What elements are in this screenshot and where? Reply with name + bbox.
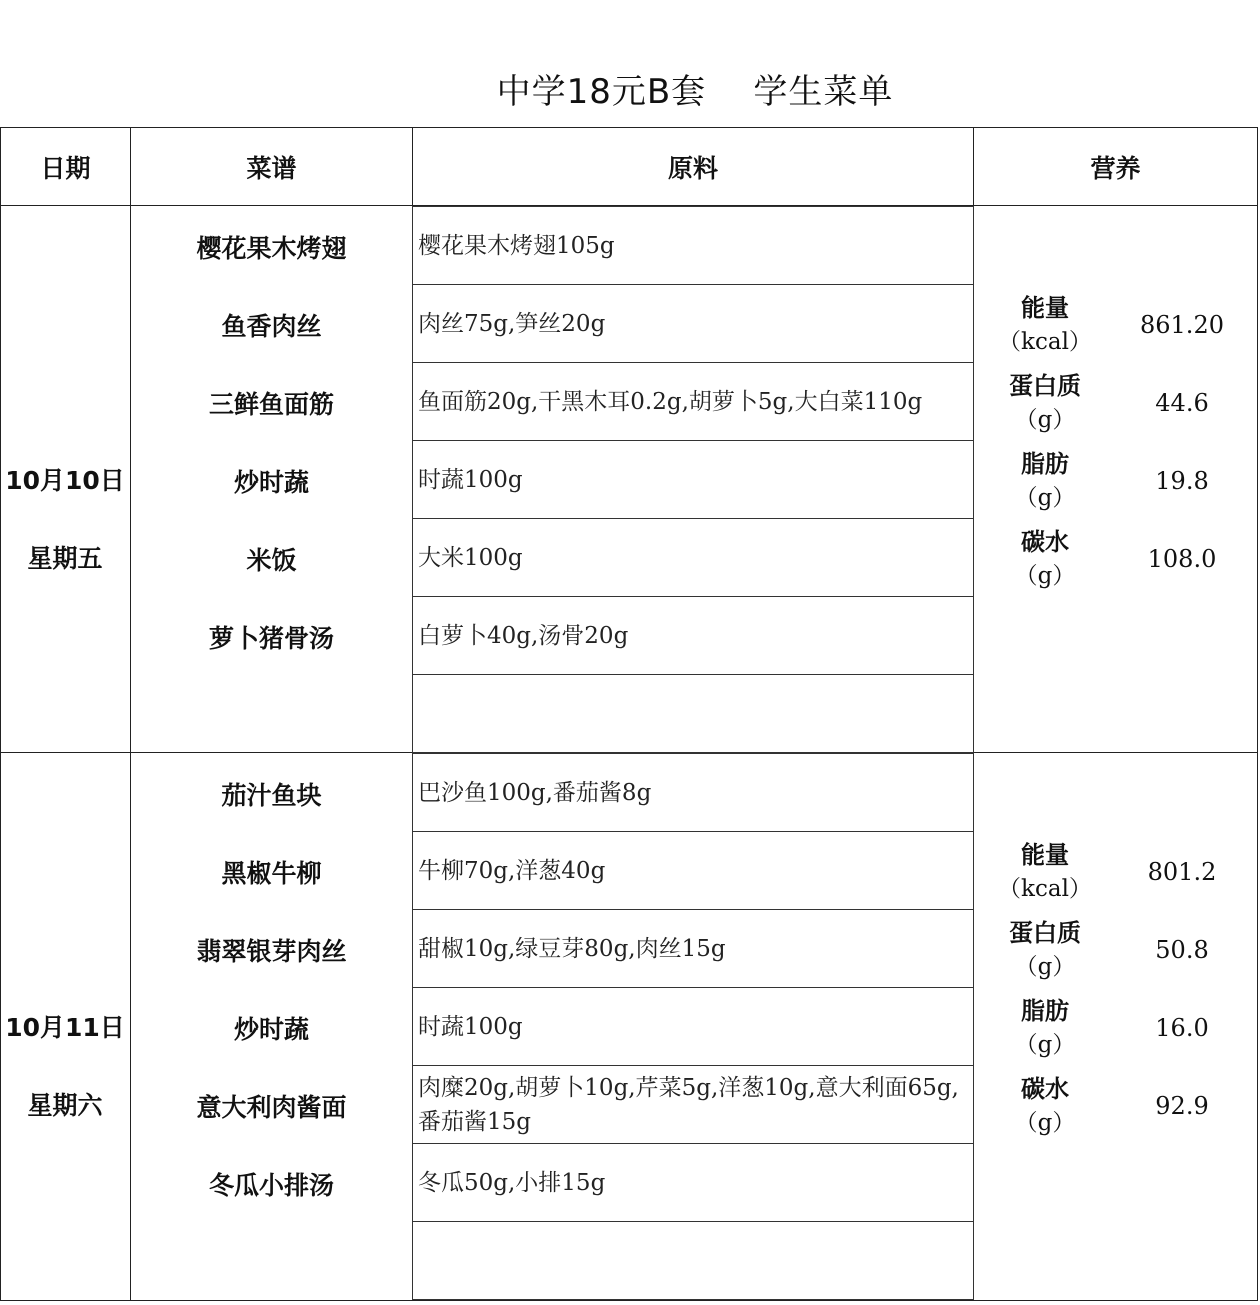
nutrition-label — [974, 833, 1116, 911]
nutrition-name: 碳水 — [1021, 528, 1069, 556]
nutrition-value: 19.8 — [1155, 467, 1209, 495]
ingredients-cell: 鱼面筋20g,干黑木耳0.2g,胡萝卜5g,大白菜110g — [412, 362, 974, 441]
dish-name: 翡翠银芽肉丝 — [196, 937, 347, 966]
nutrition-label — [974, 520, 1116, 598]
dish-name: 萝卜猪骨汤 — [208, 624, 334, 653]
ingredients-cell: 肉糜20g,胡萝卜10g,芹菜5g,洋葱10g,意大利面65g,番茄酱15g — [412, 1065, 974, 1144]
page-title: 中学18元B套 学生菜单 — [496, 72, 894, 112]
dish-name: 意大利肉酱面 — [196, 1093, 347, 1122]
nutrition-unit: （kcal） — [998, 329, 1092, 355]
nutrition-value: 861.20 — [1140, 311, 1224, 339]
nutrition-name: 蛋白质 — [1009, 372, 1081, 400]
nutrition-row-energy — [974, 833, 1258, 911]
day-weekday: 星期五 — [27, 544, 103, 573]
nutrition-name: 脂肪 — [1021, 450, 1069, 478]
nutrition-unit: （g） — [1014, 563, 1076, 589]
nutrition-label — [974, 442, 1116, 520]
nutrition-label — [974, 364, 1116, 442]
ingredients-cell: 甜椒10g,绿豆芽80g,肉丝15g — [412, 909, 974, 988]
nutrition-name: 蛋白质 — [1009, 919, 1081, 947]
nutrition-row-fat — [974, 989, 1258, 1067]
ingredients-cell: 时蔬100g — [412, 440, 974, 519]
dish-name: 黑椒牛柳 — [221, 859, 322, 888]
nutrition-value: 92.9 — [1155, 1092, 1209, 1120]
nutrition-name: 能量 — [1021, 841, 1069, 869]
ingredients-cell: 牛柳70g,洋葱40g — [412, 831, 974, 910]
nutrition-unit: （g） — [1014, 1110, 1076, 1136]
nutrition-name: 能量 — [1021, 294, 1069, 322]
nutrition-name: 脂肪 — [1021, 997, 1069, 1025]
nutrition-row-carbs — [974, 1067, 1258, 1145]
dish-name: 冬瓜小排汤 — [208, 1171, 334, 1200]
ingredients-cell-empty — [412, 674, 974, 753]
day-date: 10月11日 — [5, 1013, 125, 1042]
header-dish: 菜谱 — [246, 154, 297, 183]
nutrition-unit: （g） — [1014, 954, 1076, 980]
nutrition-unit: （g） — [1014, 485, 1076, 511]
nutrition-value: 108.0 — [1147, 545, 1217, 573]
header-ingredients: 原料 — [667, 154, 718, 183]
header-nutrition: 营养 — [1090, 154, 1141, 183]
day-date: 10月10日 — [5, 466, 125, 495]
nutrition-row-protein — [974, 911, 1258, 989]
ingredients-cell: 冬瓜50g,小排15g — [412, 1143, 974, 1222]
nutrition-value: 44.6 — [1155, 389, 1209, 417]
nutrition-row-protein — [974, 364, 1258, 442]
ingredients-cell: 樱花果木烤翅105g — [412, 206, 974, 285]
dish-name: 茄汁鱼块 — [221, 781, 322, 810]
nutrition-row-fat — [974, 442, 1258, 520]
dish-name: 鱼香肉丝 — [221, 312, 322, 341]
ingredients-cell: 时蔬100g — [412, 987, 974, 1066]
nutrition-value: 50.8 — [1155, 936, 1209, 964]
day-weekday: 星期六 — [27, 1091, 103, 1120]
dish-name: 三鲜鱼面筋 — [208, 390, 334, 419]
nutrition-unit: （g） — [1014, 1032, 1076, 1058]
nutrition-label — [974, 1067, 1116, 1145]
dish-name: 米饭 — [246, 546, 297, 575]
header-date: 日期 — [40, 154, 91, 183]
nutrition-name: 碳水 — [1021, 1075, 1069, 1103]
dish-name: 樱花果木烤翅 — [196, 234, 347, 263]
ingredients-cell-empty — [412, 1221, 974, 1300]
ingredients-cell: 巴沙鱼100g,番茄酱8g — [412, 753, 974, 832]
nutrition-row-energy — [974, 286, 1258, 364]
dish-name: 炒时蔬 — [233, 1015, 309, 1044]
nutrition-unit: （kcal） — [998, 876, 1092, 902]
dish-name: 炒时蔬 — [233, 468, 309, 497]
day-date-block — [0, 989, 130, 1145]
nutrition-row-carbs — [974, 520, 1258, 598]
nutrition-label — [974, 286, 1116, 364]
ingredients-cell: 白萝卜40g,汤骨20g — [412, 596, 974, 675]
nutrition-label — [974, 911, 1116, 989]
nutrition-label — [974, 989, 1116, 1067]
ingredients-cell: 大米100g — [412, 518, 974, 597]
nutrition-value: 16.0 — [1155, 1014, 1209, 1042]
nutrition-unit: （g） — [1014, 407, 1076, 433]
nutrition-value: 801.2 — [1147, 858, 1217, 886]
ingredients-cell: 肉丝75g,笋丝20g — [412, 284, 974, 363]
day-date-block — [0, 442, 130, 598]
